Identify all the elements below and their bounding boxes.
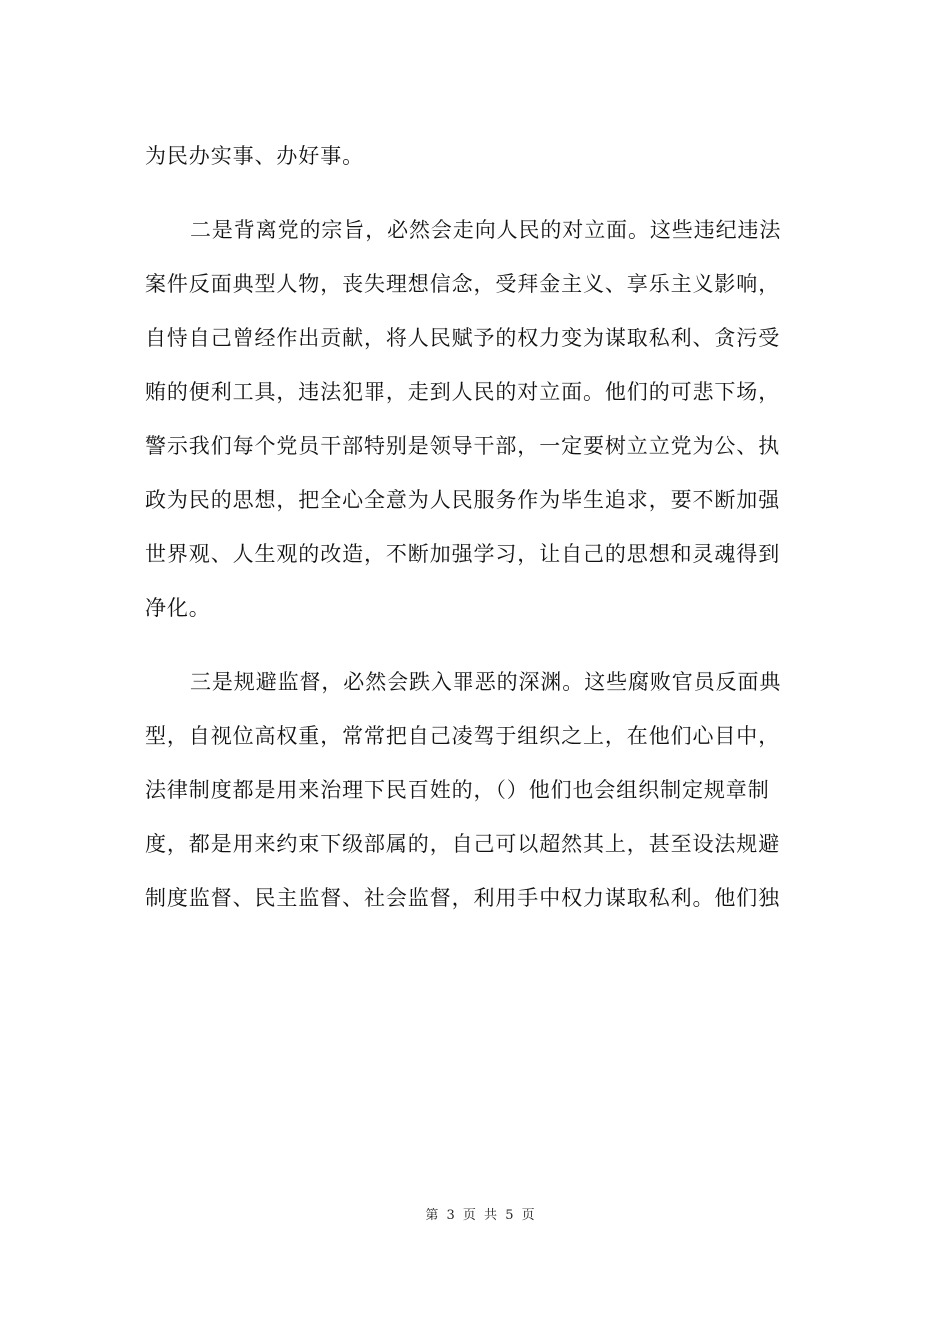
text-line: 贿的便利工具，违法犯罪，走到人民的对立面。他们的可悲下场，: [145, 380, 781, 404]
text-line: 型，自视位高权重，常常把自己凌驾于组织之上，在他们心目中，: [145, 724, 781, 748]
text-line: 制度监督、民主监督、社会监督，利用手中权力谋取私利。他们独: [145, 886, 781, 910]
text-line: 二是背离党的宗旨，必然会走向人民的对立面。这些违纪违法: [190, 218, 782, 242]
paragraph-gap: [145, 635, 810, 655]
document-body: [145, 129, 810, 925]
text-line: 净化。: [145, 596, 211, 620]
text-line: 警示我们每个党员干部特别是领导干部，一定要树立立党为公、执: [145, 434, 781, 458]
paragraph-gap: [145, 183, 810, 203]
text-line: 世界观、人生观的改造，不断加强学习，让自己的思想和灵魂得到: [145, 542, 781, 566]
text-line: 度，都是用来约束下级部属的，自己可以超然其上，甚至设法规避: [145, 832, 781, 856]
text-line: 法律制度都是用来治理下民百姓的，（）他们也会组织制定规章制: [145, 778, 770, 802]
text-line: 三是规避监督，必然会跌入罪恶的深渊。这些腐败官员反面典: [190, 670, 782, 694]
text-line: 案件反面典型人物，丧失理想信念，受拜金主义、享乐主义影响，: [145, 272, 781, 296]
page-number-footer: 第 3 页 共 5 页: [425, 1208, 537, 1223]
text-line: 为民办实事、办好事。: [145, 144, 364, 168]
text-line: 自恃自己曾经作出贡献，将人民赋予的权力变为谋取私利、贪污受: [145, 326, 781, 350]
text-line: 政为民的思想，把全心全意为人民服务作为毕生追求，要不断加强: [145, 488, 781, 512]
